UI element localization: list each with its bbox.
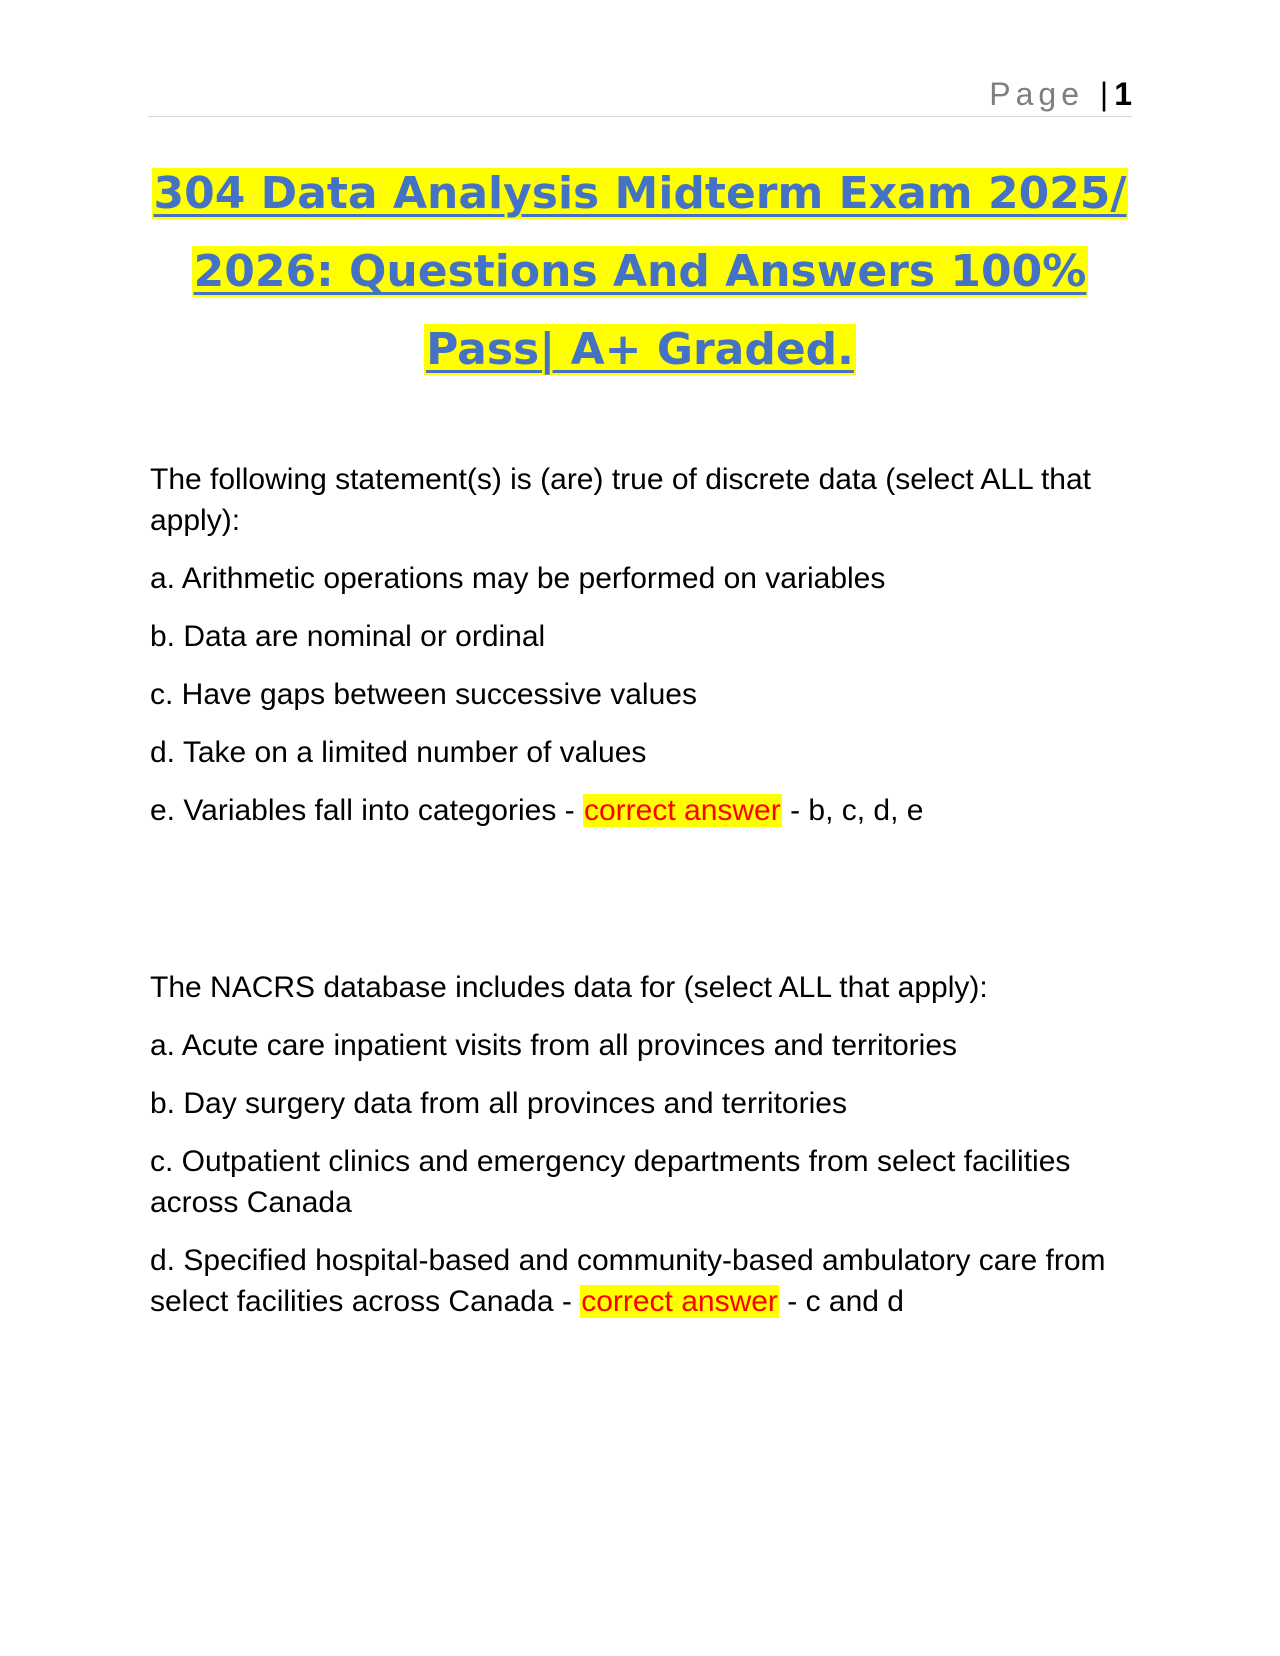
option-e: e. Variables fall into categories -: [150, 794, 583, 827]
page-header: [148, 72, 1132, 117]
question-1: [150, 459, 1130, 848]
option-b: b. Data are nominal or ordinal: [150, 620, 546, 653]
question-stem: The NACRS database includes data for (select ALL that apply):: [150, 971, 988, 1004]
correct-answer-label: correct answer: [581, 1285, 778, 1318]
option-d: d. Specified hospital-based and community-based ambulatory care from select facilities across Canada -: [150, 1244, 1106, 1318]
page-label: Page: [989, 76, 1084, 112]
document-title: [130, 155, 1150, 389]
page-number-value: 1: [1114, 76, 1132, 112]
question-stem: The following statement(s) is (are) true of discrete data (select ALL that apply):: [150, 463, 1091, 537]
title-line-3: Pass| A+ Graded.: [426, 324, 854, 375]
page-separator: |: [1099, 76, 1109, 112]
option-a: a. Arithmetic operations may be performed on variables: [150, 562, 886, 595]
option-b: b. Day surgery data from all provinces and territories: [150, 1087, 847, 1120]
title-line-2: 2026: Questions And Answers 100%: [193, 246, 1087, 297]
option-d-with-answer: [150, 1240, 1130, 1322]
option-d: d. Take on a limited number of values: [150, 736, 647, 769]
answer-text: - c and d: [778, 1285, 904, 1318]
answer-text: - b, c, d, e: [781, 794, 924, 827]
option-a: a. Acute care inpatient visits from all provinces and territories: [150, 1029, 958, 1062]
correct-answer-label: correct answer: [584, 794, 781, 827]
option-e-with-answer: [150, 790, 1130, 831]
title-line-1: 304 Data Analysis Midterm Exam 2025/: [153, 168, 1127, 219]
page-number: [989, 76, 1132, 112]
option-c: c. Outpatient clinics and emergency departments from select facilities across Canada: [150, 1145, 1071, 1219]
option-c: c. Have gaps between successive values: [150, 678, 697, 711]
question-2: [150, 967, 1130, 1339]
